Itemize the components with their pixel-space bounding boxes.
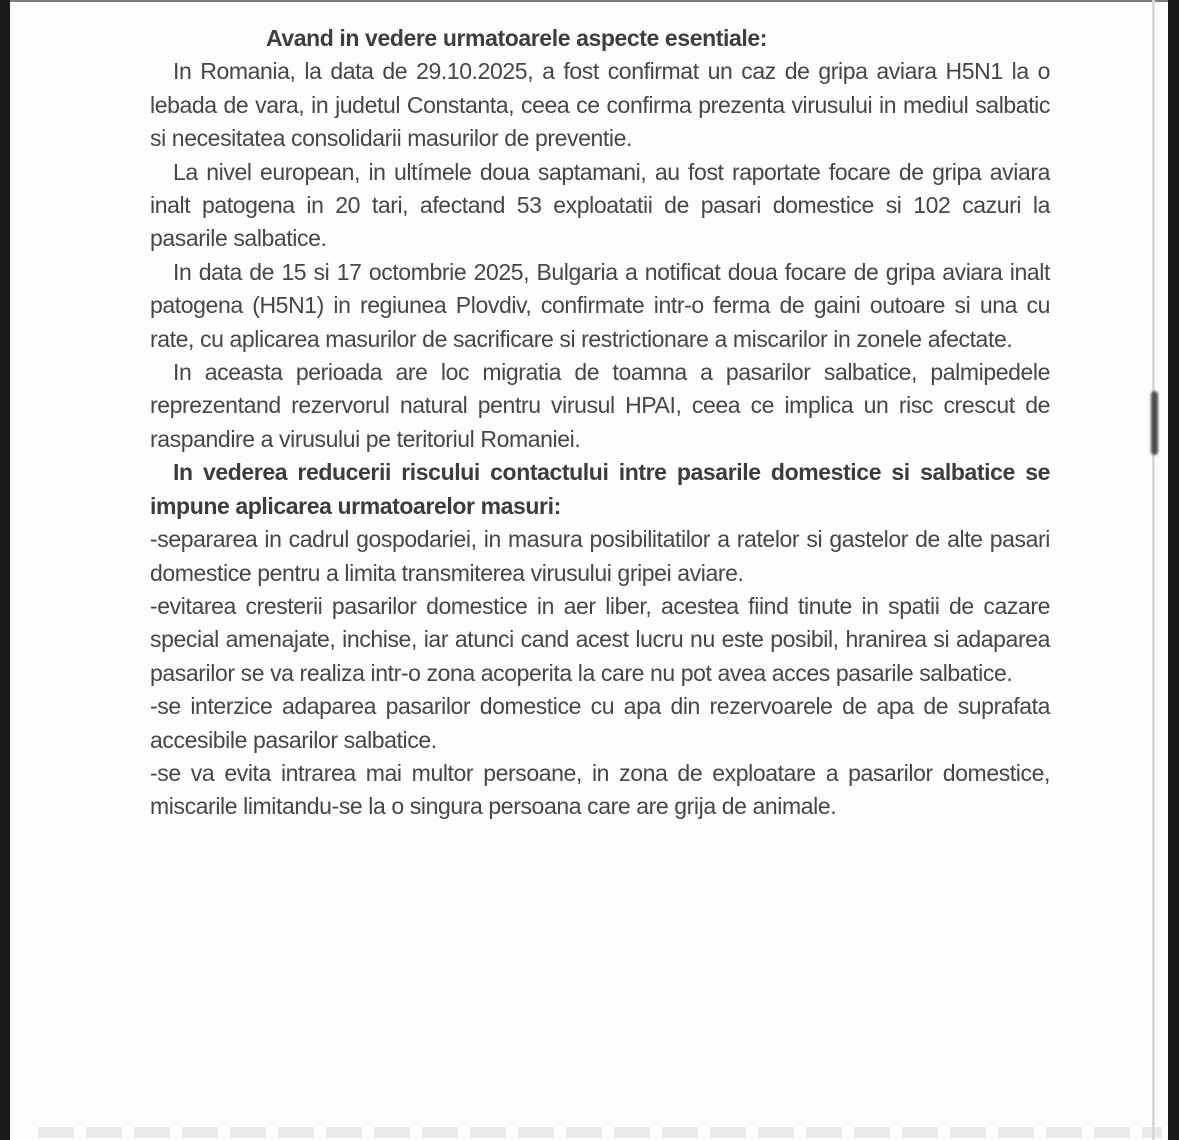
measure-item-single-person: -se va evita intrarea mai multor persoane, in zona de exploatare a pasarilor domestice, miscarile limitandu-se la o singura persoana care are grija de animale.	[150, 759, 1050, 820]
paragraph-autumn-migration: In aceasta perioada are loc migratia de toamna a pasarilor salbatice, palmipedele reprezentand rezervorul natural pentru virusul HPAI, ceea ce implica un risc crescut de raspandire a virusului pe teritoriul Romaniei.	[150, 359, 1050, 452]
page-fold-line	[1152, 0, 1155, 1140]
paragraph-romania-case: In Romania, la data de 29.10.2025, a fost confirmat un caz de gripa aviara H5N1 la o lebada de vara, in judetul Constanta, ceea ce confirma prezenta virusului in mediul salbatic si necesitatea consolidarii masurilor de preventie.	[150, 58, 1050, 152]
scan-top-edge	[10, 0, 1168, 2]
document-title: Avand in vedere urmatoarele aspecte esentiale:	[266, 25, 768, 51]
measure-item-water-ban: -se interzice adaparea pasarilor domestice cu apa din rezervoarele de apa de suprafata accesibile pasarilor salbatice.	[150, 693, 1050, 753]
ink-smudge-artifact	[1151, 391, 1158, 455]
paragraph-measures-heading: In vederea reducerii riscului contactului intre pasarile domestice si salbatice se impune aplicarea urmatoarelor masuri:	[150, 459, 1050, 519]
paragraph-european-level: La nivel european, in ultímele doua saptamani, au fost raportate focare de gripa aviara inalt patogena in 20 tari, afectand 53 exploatatii de pasari domestice si 102 cazuri la pasarile salbatice.	[150, 158, 1050, 252]
measure-item-separation: -separarea in cadrul gospodariei, in masura posibilitatilor a ratelor si gastelor de alte pasari domestice pentru a limita transmiterea virusului gripei aviare.	[150, 526, 1050, 586]
paragraph-bulgaria-outbreaks: In data de 15 si 17 octombrie 2025, Bulgaria a notificat doua focare de gripa aviara inalt patogena (H5N1) in regiunea Plovdiv, confirmate intr-o ferma de gaini outoare si una cu rate, cu aplicarea masurilor de sacrificare si restrictionare a miscarilor in zonele afectate.	[150, 258, 1050, 352]
measure-item-no-open-air: -evitarea cresterii pasarilor domestice in aer liber, acestea fiind tinute in spatii de cazare special amenajate, inchise, iar atunci cand acest lucru nu este posibil, hranirea si adaparea pasarilor se va realiza intr-o zona acoperita la care nu pot avea acces pasarile salbatice.	[150, 592, 1050, 686]
document-text-block	[150, 22, 1050, 824]
page-bottom-perforation	[38, 1127, 1162, 1138]
document-page	[10, 0, 1168, 1140]
